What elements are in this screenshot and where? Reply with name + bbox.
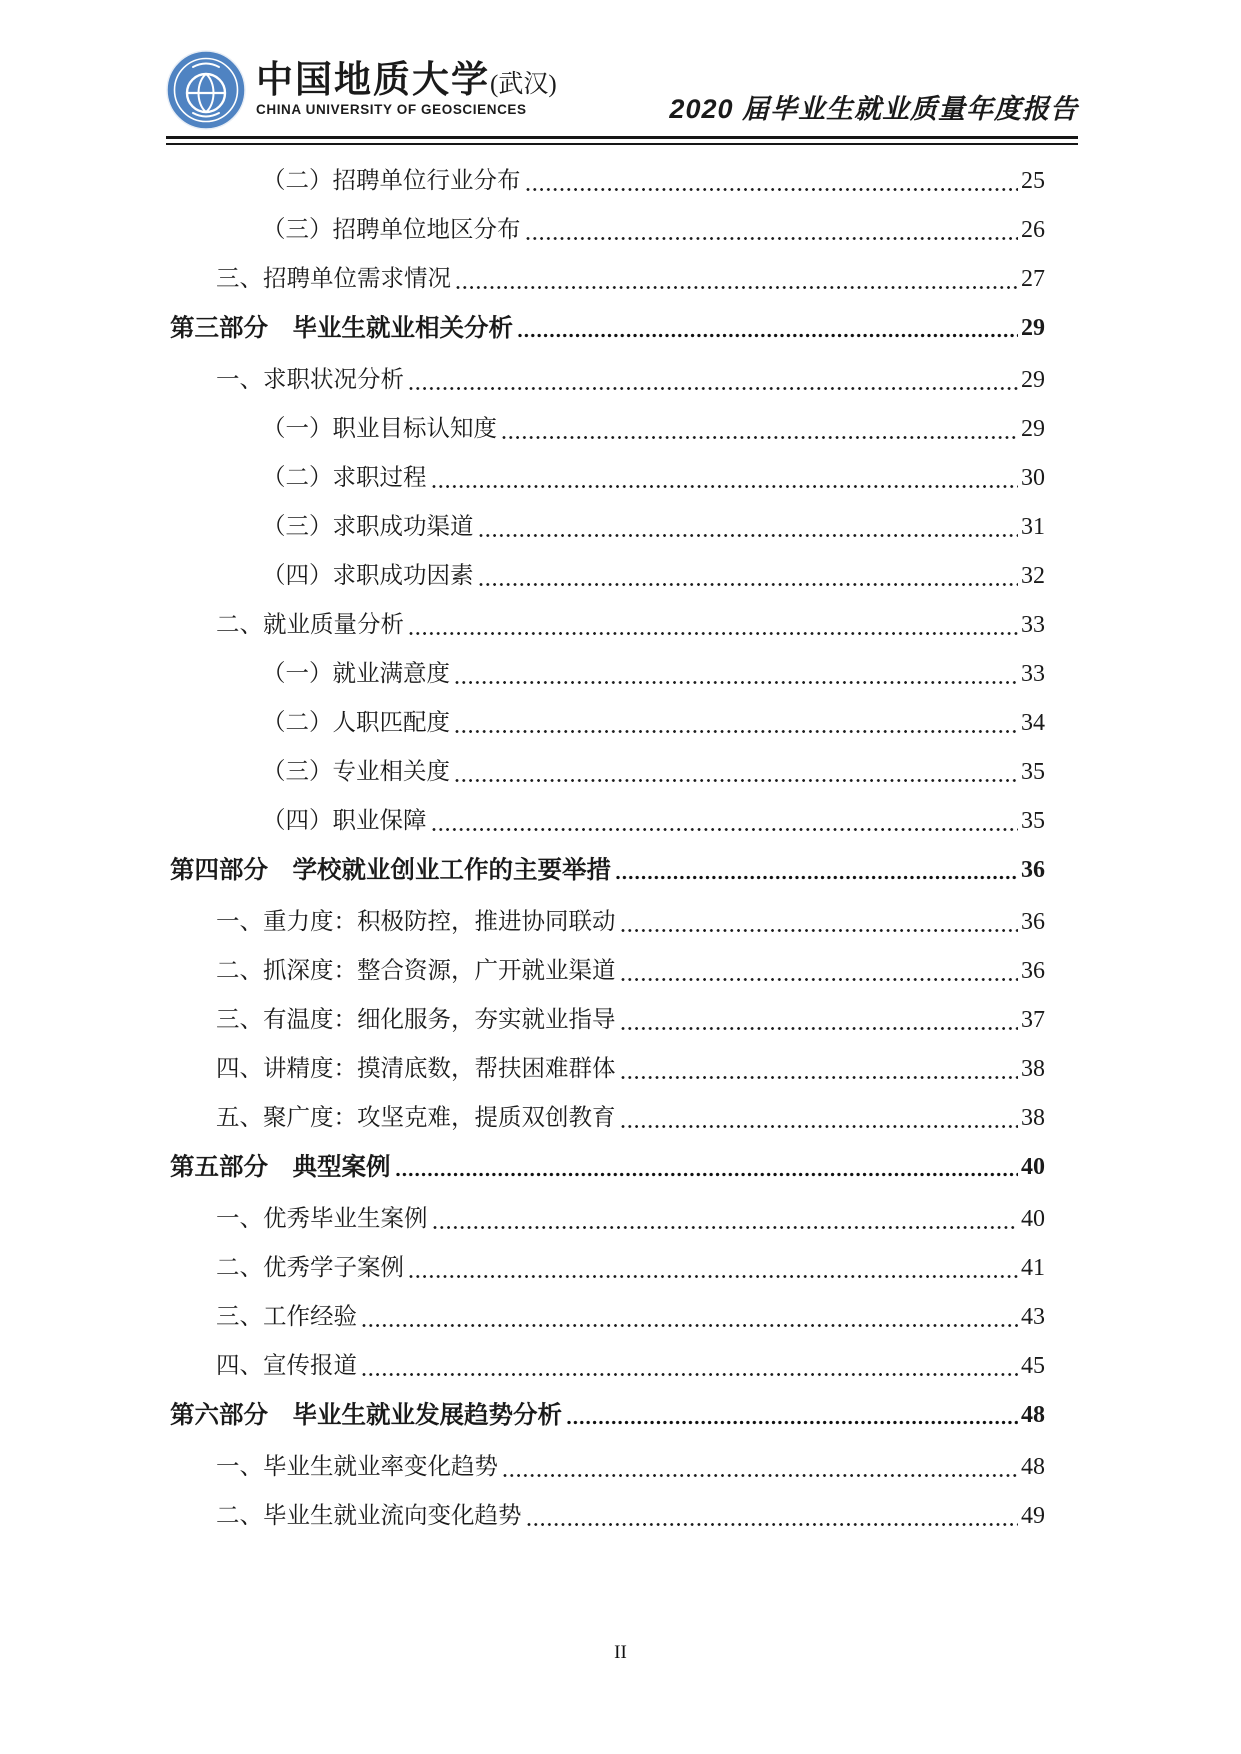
toc-entry[interactable]: [170, 856, 1045, 885]
toc-entry[interactable]: [170, 216, 1045, 245]
toc-entry-page: 38: [1021, 1056, 1045, 1082]
toc-entry-page: 40: [1021, 1206, 1045, 1232]
toc-entry[interactable]: [170, 1401, 1045, 1430]
toc-entry[interactable]: [170, 908, 1045, 937]
toc-entry-label: 第三部分 毕业生就业相关分析: [170, 315, 513, 342]
toc-entry-page: 41: [1021, 1255, 1045, 1281]
toc-entry-label: 五、聚广度：攻坚克难，提质双创教育: [216, 1105, 616, 1131]
toc-entry-page: 45: [1021, 1353, 1045, 1379]
dot-leader: [527, 1522, 1019, 1527]
toc-entry-label: 三、招聘单位需求情况: [216, 266, 451, 292]
toc-entry-page: 30: [1021, 465, 1045, 491]
toc-entry-label: 二、抓深度：整合资源，广开就业渠道: [216, 958, 616, 984]
toc-entry-page: 32: [1021, 563, 1045, 589]
dot-leader: [621, 928, 1019, 933]
toc-list: [0, 145, 1241, 1531]
toc-entry-page: 36: [1021, 958, 1045, 984]
toc-entry-page: 29: [1021, 315, 1045, 341]
dot-leader: [396, 1172, 1019, 1177]
dot-leader: [518, 333, 1018, 338]
toc-entry[interactable]: [170, 957, 1045, 986]
toc-entry-page: 33: [1021, 661, 1045, 687]
dot-leader: [621, 1124, 1019, 1129]
toc-entry-label: 三、工作经验: [216, 1304, 357, 1330]
toc-entry[interactable]: [170, 1055, 1045, 1084]
page-footer-number: II: [614, 1642, 627, 1663]
toc-entry-label: （四）职业保障: [262, 808, 427, 834]
toc-entry-page: 36: [1021, 909, 1045, 935]
dot-leader: [362, 1372, 1018, 1377]
toc-entry[interactable]: [170, 464, 1045, 493]
toc-entry-label: 二、优秀学子案例: [216, 1255, 404, 1281]
dot-leader: [455, 729, 1018, 734]
toc-entry[interactable]: [170, 611, 1045, 640]
dot-leader: [503, 1473, 1018, 1478]
toc-entry-page: 29: [1021, 367, 1045, 393]
toc-entry-label: （二）招聘单位行业分布: [262, 168, 521, 194]
dot-leader: [621, 977, 1019, 982]
toc-entry[interactable]: [170, 167, 1045, 196]
dot-leader: [409, 1274, 1018, 1279]
university-name-en: CHINA UNIVERSITY OF GEOSCIENCES: [256, 101, 527, 117]
toc-entry-label: （一）职业目标认知度: [262, 416, 497, 442]
toc-entry-page: 31: [1021, 514, 1045, 540]
toc-entry[interactable]: [170, 265, 1045, 294]
toc-entry[interactable]: [170, 1453, 1045, 1482]
toc-entry-page: 33: [1021, 612, 1045, 638]
toc-entry-label: 四、宣传报道: [216, 1353, 357, 1379]
university-seal-icon: [166, 50, 246, 130]
university-name-block: [256, 59, 557, 119]
toc-entry-label: 一、重力度：积极防控，推进协同联动: [216, 909, 616, 935]
toc-entry[interactable]: [170, 1153, 1045, 1182]
toc-entry-label: （二）求职过程: [262, 465, 427, 491]
university-campus: (武汉): [490, 70, 557, 98]
toc-entry[interactable]: [170, 562, 1045, 591]
dot-leader: [526, 236, 1019, 241]
toc-entry-page: 48: [1021, 1454, 1045, 1480]
dot-leader: [502, 435, 1018, 440]
toc-entry-page: 25: [1021, 168, 1045, 194]
toc-entry[interactable]: [170, 1254, 1045, 1283]
toc-entry[interactable]: [170, 1205, 1045, 1234]
university-brand: [166, 50, 557, 130]
toc-entry[interactable]: [170, 660, 1045, 689]
header-divider-rule: [166, 136, 1078, 145]
toc-entry[interactable]: [170, 758, 1045, 787]
toc-entry-label: 第四部分 学校就业创业工作的主要举措: [170, 857, 611, 884]
toc-entry-label: （三）专业相关度: [262, 759, 450, 785]
dot-leader: [621, 1075, 1019, 1080]
toc-entry-label: 一、优秀毕业生案例: [216, 1206, 428, 1232]
toc-entry-page: 40: [1021, 1154, 1045, 1180]
toc-entry-label: 二、毕业生就业流向变化趋势: [216, 1503, 522, 1529]
university-name-zh: 中国地质大学(武汉): [256, 59, 557, 101]
toc-entry[interactable]: [170, 513, 1045, 542]
toc-entry-label: （一）就业满意度: [262, 661, 450, 687]
toc-entry[interactable]: [170, 1352, 1045, 1381]
toc-entry[interactable]: [170, 366, 1045, 395]
toc-entry-label: 第五部分 典型案例: [170, 1154, 391, 1181]
toc-entry-label: 一、求职状况分析: [216, 367, 404, 393]
toc-entry-page: 36: [1021, 857, 1045, 883]
toc-entry-page: 27: [1021, 266, 1045, 292]
toc-entry[interactable]: [170, 807, 1045, 836]
toc-entry-label: （二）人职匹配度: [262, 710, 450, 736]
toc-entry[interactable]: [170, 1502, 1045, 1531]
dot-leader: [479, 533, 1019, 538]
dot-leader: [455, 778, 1018, 783]
toc-entry[interactable]: [170, 1303, 1045, 1332]
page-header: [0, 0, 1241, 130]
toc-entry-label: （四）求职成功因素: [262, 563, 474, 589]
toc-entry[interactable]: [170, 314, 1045, 343]
toc-entry[interactable]: [170, 415, 1045, 444]
toc-entry[interactable]: [170, 709, 1045, 738]
toc-entry[interactable]: [170, 1104, 1045, 1133]
dot-leader: [567, 1420, 1018, 1425]
dot-leader: [479, 582, 1019, 587]
toc-entry-page: 26: [1021, 217, 1045, 243]
report-title: 2020 届毕业生就业质量年度报告: [669, 94, 1078, 124]
toc-entry-label: 第六部分 毕业生就业发展趋势分析: [170, 1402, 562, 1429]
toc-entry-page: 43: [1021, 1304, 1045, 1330]
toc-entry-page: 38: [1021, 1105, 1045, 1131]
dot-leader: [456, 285, 1018, 290]
toc-entry-label: 二、就业质量分析: [216, 612, 404, 638]
dot-leader: [432, 827, 1019, 832]
dot-leader: [616, 875, 1018, 880]
dot-leader: [433, 1225, 1019, 1230]
dot-leader: [432, 484, 1019, 489]
toc-entry-label: （三）求职成功渠道: [262, 514, 474, 540]
dot-leader: [362, 1323, 1018, 1328]
dot-leader: [621, 1026, 1019, 1031]
dot-leader: [526, 187, 1019, 192]
toc-entry-page: 29: [1021, 416, 1045, 442]
toc-entry-page: 48: [1021, 1402, 1045, 1428]
dot-leader: [409, 631, 1018, 636]
toc-entry-page: 35: [1021, 808, 1045, 834]
dot-leader: [409, 386, 1018, 391]
toc-entry-page: 34: [1021, 710, 1045, 736]
dot-leader: [455, 680, 1018, 685]
toc-entry-label: 三、有温度：细化服务，夯实就业指导: [216, 1007, 616, 1033]
toc-entry-label: 四、讲精度：摸清底数，帮扶困难群体: [216, 1056, 616, 1082]
toc-entry-page: 49: [1021, 1503, 1045, 1529]
toc-entry-label: （三）招聘单位地区分布: [262, 217, 521, 243]
toc-entry-page: 37: [1021, 1007, 1045, 1033]
toc-entry-label: 一、毕业生就业率变化趋势: [216, 1454, 498, 1480]
toc-entry[interactable]: [170, 1006, 1045, 1035]
page-footer: [0, 1642, 1241, 1664]
toc-entry-page: 35: [1021, 759, 1045, 785]
